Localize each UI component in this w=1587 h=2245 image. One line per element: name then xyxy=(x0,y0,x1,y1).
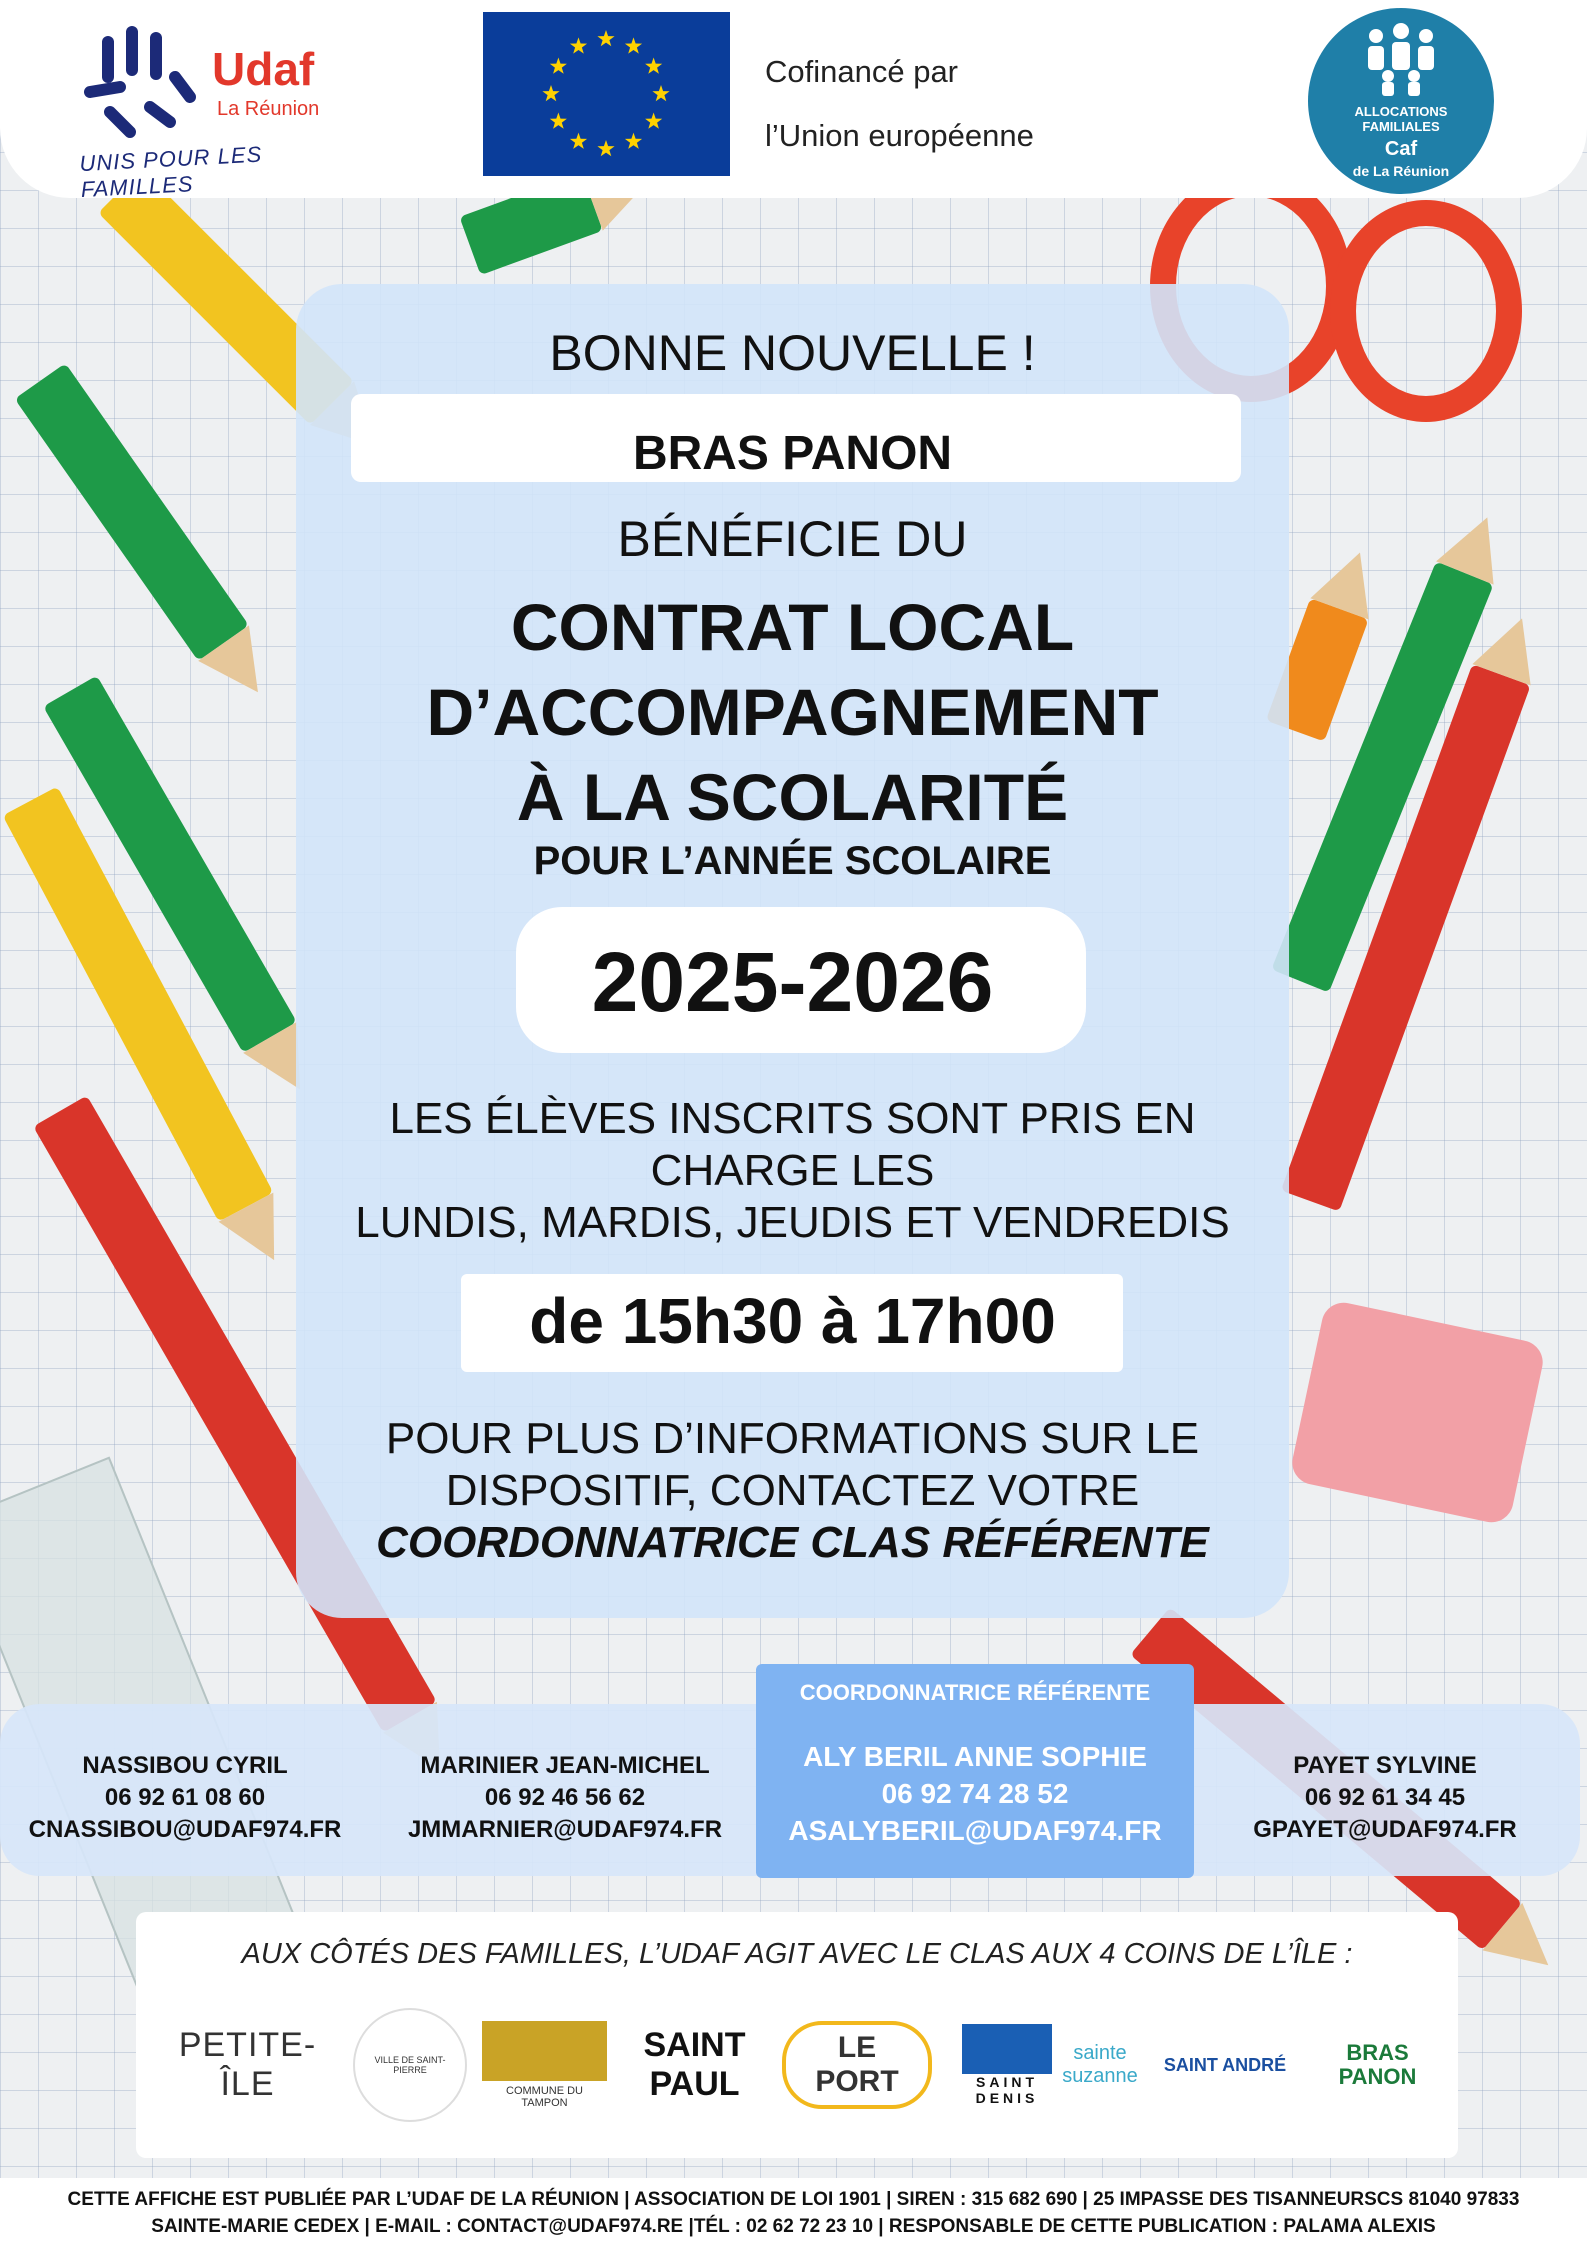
udaf-region: La Réunion xyxy=(217,98,320,120)
contact-card xyxy=(1205,1750,1565,1846)
partner-logo-sainte-suzanne: sainte suzanne xyxy=(1062,2042,1138,2087)
legal-footer xyxy=(0,2178,1587,2245)
contact-name: ALY BERIL ANNE SOPHIE xyxy=(803,1741,1147,1772)
eu-star-icon xyxy=(652,85,669,101)
partner-logo-saint-denis: SAINT DENIS xyxy=(962,2010,1052,2120)
main-panel xyxy=(296,284,1289,1618)
cofinance-text xyxy=(765,40,1034,168)
caf-line-3: Caf xyxy=(1384,138,1418,160)
contact-email[interactable]: GPAYET@UDAF974.FR xyxy=(1253,1816,1517,1843)
partner-logo-saint-andre: SAINT ANDRÉ xyxy=(1163,2054,1287,2075)
partner-logo-petite-ile: PETITE-ÎLE xyxy=(178,2026,317,2103)
eu-star-icon xyxy=(570,37,587,53)
schedule-line-2: CHARGE LES xyxy=(650,1146,935,1195)
eu-star-icon xyxy=(542,85,559,101)
pencil-green-left xyxy=(15,363,249,661)
partner-logo-saint-paul: SAINT PAUL xyxy=(643,2026,746,2103)
contact-phone[interactable]: 06 92 61 34 45 xyxy=(1304,1784,1466,1811)
eu-stars-icon xyxy=(483,12,730,176)
eu-star-icon xyxy=(550,113,567,129)
caf-line-1: ALLOCATIONS xyxy=(1354,104,1448,119)
caf-line-4: de La Réunion xyxy=(1352,163,1450,179)
schedule-line-1: LES ÉLÈVES INSCRITS SONT PRIS EN xyxy=(389,1094,1196,1143)
year-label: POUR L’ANNÉE SCOLAIRE xyxy=(533,839,1052,883)
eu-star-icon xyxy=(597,30,614,46)
legal-line-1: CETTE AFFICHE EST PUBLIÉE PAR L’UDAF DE LA RÉUNION | ASSOCIATION DE LOI 1901 | SIREN : 315 682 690 | 25 IMPASSE DES TISANNEURSCS 81040 97833 xyxy=(67,2189,1520,2210)
contact-phone[interactable]: 06 92 46 56 62 xyxy=(484,1784,646,1811)
eu-star-icon xyxy=(645,113,662,129)
info-line-2: DISPOSITIF, CONTACTEZ VOTRE xyxy=(445,1466,1140,1515)
cofinance-line-2: l’Union européenne xyxy=(765,118,1034,153)
info-line-1: POUR PLUS D’INFORMATIONS SUR LE xyxy=(385,1414,1200,1463)
eu-flag xyxy=(483,12,730,176)
contact-name: PAYET SYLVINE xyxy=(1293,1752,1477,1779)
program-line-1: CONTRAT LOCAL xyxy=(510,590,1075,664)
caf-line-2: FAMILIALES xyxy=(1362,119,1440,134)
program-line-3: À LA SCOLARITÉ xyxy=(516,760,1069,834)
schedule-line-3: LUNDIS, MARDIS, JEUDIS ET VENDREDIS xyxy=(355,1198,1230,1247)
contact-name: MARINIER JEAN-MICHEL xyxy=(420,1752,710,1779)
contact-card xyxy=(0,1750,370,1846)
contact-card-referent xyxy=(756,1738,1194,1849)
town-name: BRAS PANON xyxy=(632,427,953,480)
contact-email[interactable]: JMMARNIER@UDAF974.FR xyxy=(407,1816,723,1843)
caf-logo xyxy=(1308,8,1494,194)
info-line-3: COORDONNATRICE CLAS RÉFÉRENTE xyxy=(376,1518,1209,1567)
contact-name: NASSIBOU CYRIL xyxy=(82,1752,288,1779)
eu-star-icon xyxy=(645,58,662,74)
benefit-text: BÉNÉFICIE DU xyxy=(617,511,968,567)
cofinance-line-1: Cofinancé par xyxy=(765,54,959,89)
program-line-2: D’ACCOMPAGNEMENT xyxy=(426,675,1159,749)
partner-logo-le-port: LE PORT xyxy=(782,2010,932,2120)
udaf-name: Udaf xyxy=(212,43,315,95)
legal-line-2: SAINTE-MARIE CEDEX | E-MAIL : CONTACT@UDAF974.RE |TÉL : 02 62 72 23 10 | RESPONSABLE DE CETTE PUBLICATION : PALAMA ALEXIS xyxy=(151,2216,1436,2237)
eraser xyxy=(1288,1299,1547,1527)
contact-phone[interactable]: 06 92 61 08 60 xyxy=(104,1784,266,1811)
eu-star-icon xyxy=(625,37,642,53)
eu-star-icon xyxy=(550,58,567,74)
eu-star-icon xyxy=(597,140,614,156)
eu-star-icon xyxy=(570,133,587,149)
referent-label: COORDONNATRICE RÉFÉRENTE xyxy=(799,1680,1151,1705)
eu-star-icon xyxy=(625,133,642,149)
contact-email[interactable]: CNASSIBOU@UDAF974.FR xyxy=(28,1816,342,1843)
contact-phone[interactable]: 06 92 74 28 52 xyxy=(881,1778,1069,1809)
contact-card xyxy=(380,1750,750,1846)
udaf-emblem-icon xyxy=(80,22,200,147)
header-banner xyxy=(0,0,1587,203)
partner-logo-tampon: COMMUNE DU TAMPON xyxy=(482,2010,607,2120)
partner-logo-saint-pierre: VILLE DE SAINT-PIERRE xyxy=(345,2010,475,2120)
headline: BONNE NOUVELLE ! xyxy=(549,325,1036,381)
hours-text: de 15h30 à 17h00 xyxy=(529,1285,1056,1357)
partner-logo-bras-panon: BRAS PANON xyxy=(1338,2040,1417,2089)
partners-intro: AUX CÔTÉS DES FAMILLES, L’UDAF AGIT AVEC LE CLAS AUX 4 COINS DE L’ÎLE : xyxy=(241,1938,1353,1970)
caf-family-icon xyxy=(1356,22,1446,97)
scissors-handle-2 xyxy=(1330,200,1522,422)
udaf-tagline: UNIS POUR LES FAMILLES xyxy=(78,141,263,203)
school-year: 2025-2026 xyxy=(591,935,994,1029)
udaf-logo xyxy=(78,22,350,203)
contact-email[interactable]: ASALYBERIL@UDAF974.FR xyxy=(788,1815,1162,1846)
